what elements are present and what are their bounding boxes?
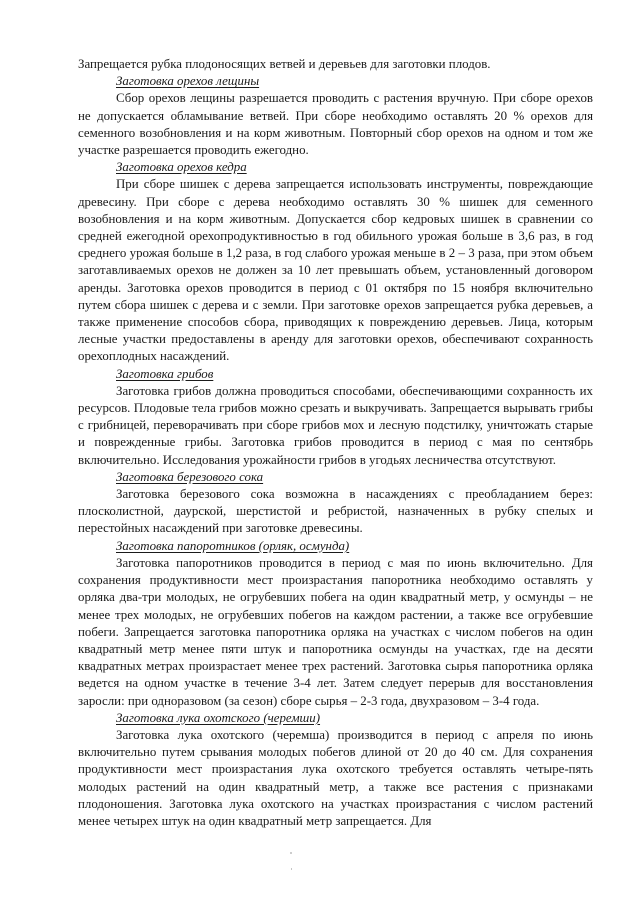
section-heading: Заготовка лука охотского (черемши): [116, 710, 321, 725]
section-cedar-nuts: [78, 159, 593, 365]
scan-speck: [291, 868, 292, 870]
section-heading: Заготовка орехов кедра: [116, 160, 247, 175]
section-paragraph: Сбор орехов лещины разрешается проводить с растения вручную. При сборе орехов не допускается обламывание ветвей. При сборе необходимо оставлять 20 % орехов для семенного возобновления и на корм животным. Повторный сбор орехов на одном и том же участке разрешается проводить ежегодно.: [78, 91, 593, 158]
intro-paragraph: Запрещается рубка плодоносящих ветвей и деревьев для заготовки плодов.: [78, 57, 491, 71]
section-heading: Заготовка березового сока: [116, 469, 264, 484]
section-paragraph: Заготовка лука охотского (черемша) производится в период с апреля по июнь включительно путем срывания молодых побегов длиной от 20 до 40 см. Для сохранения продуктивности мест произрастания лука охотского требуется оставлять четыре-пять молодых растений на один квадратный метр, а также все растения с признаками плодоношения. Заготовка лука охотского на участках произрастания с числом растений менее четырех штук на один квадратный метр запрещается. Для: [78, 727, 593, 828]
section-wild-garlic: [78, 710, 593, 830]
section-ferns: [78, 538, 593, 710]
section-heading: Заготовка папоротников (орляк, осмунда): [116, 538, 350, 553]
section-paragraph: Заготовка грибов должна проводиться способами, обеспечивающими сохранность их ресурсов. Плодовые тела грибов можно срезать и выкручивать. Запрещается вырывать грибы с грибницей, переворачивать при сборе грибов мох и лесную подстилку, уничтожать старые и поврежденные грибы. Заготовка грибов проводится в период с мая по сентябрь включительно. Исследования урожайности грибов в угодьях лесничества отсутствуют.: [78, 383, 593, 467]
section-mushrooms: [78, 366, 593, 469]
scan-speck: [290, 852, 292, 854]
section-paragraph: При сборе шишек с дерева запрещается использовать инструменты, повреждающие древесину. При сборе с дерева необходимо оставлять 30 % шишек для семенного возобновления и на корм животным. Допускается сбор кедровых шишек в сравнении со средней ежегодной орехопродуктивностью в год обильного урожая больше в 3,6 раз, в год среднего урожая больше в 1,2 раза, в год слабого урожая меньше в 2 – 3 раза, при этом объем заготавливаемых орехов не должен за 10 лет превышать объем, установленный договором аренды. Заготовка орехов проводится в период с 01 октября по 15 ноября включительно путем сбора шишек с дерева и с земли. При заготовке орехов запрещается рубка деревьев, а также применение способов сбора, приводящих к повреждению деревьев. Лица, которым лесные участки предоставлены в аренду для заготовки орехов, обеспечивают сохранность орехоплодных насаждений.: [78, 177, 593, 364]
section-heading: Заготовка орехов лещины: [116, 74, 260, 89]
section-paragraph: Заготовка березового сока возможна в насаждениях с преобладанием берез: плосколистной, даурской, шерстистой и ребристой, назначенных в рубку спелых и перестойных насаждений при заготовке древесины.: [78, 487, 593, 536]
section-birch-sap: [78, 469, 593, 538]
document-page: [78, 56, 593, 830]
section-hazelnuts: [78, 73, 593, 159]
section-paragraph: Заготовка папоротников проводится в период с мая по июнь включительно. Для сохранения продуктивности мест произрастания папоротника необходимо оставлять у орляка два-три молодых, не огрубевших побега на один квадратный метр, у осмунды – не менее трех молодых, не огрубевших побегов на каждом растении, а также все огрубевшие побеги. Запрещается заготовка папоротника орляка на участках с числом побегов на один квадратный метр менее пяти штук и папоротника осмунды на участках, где на десяти квадратных метрах произрастает менее трех растений. Заготовка сырья папоротника орляка ведется на одном участке в течение 3-4 лет. Затем следует перерыв для восстановления заросли: при одноразовом (за сезон) сборе сырья – 2-3 года, двухразовом – 3-4 года.: [78, 555, 593, 708]
section-heading: Заготовка грибов: [116, 366, 214, 381]
